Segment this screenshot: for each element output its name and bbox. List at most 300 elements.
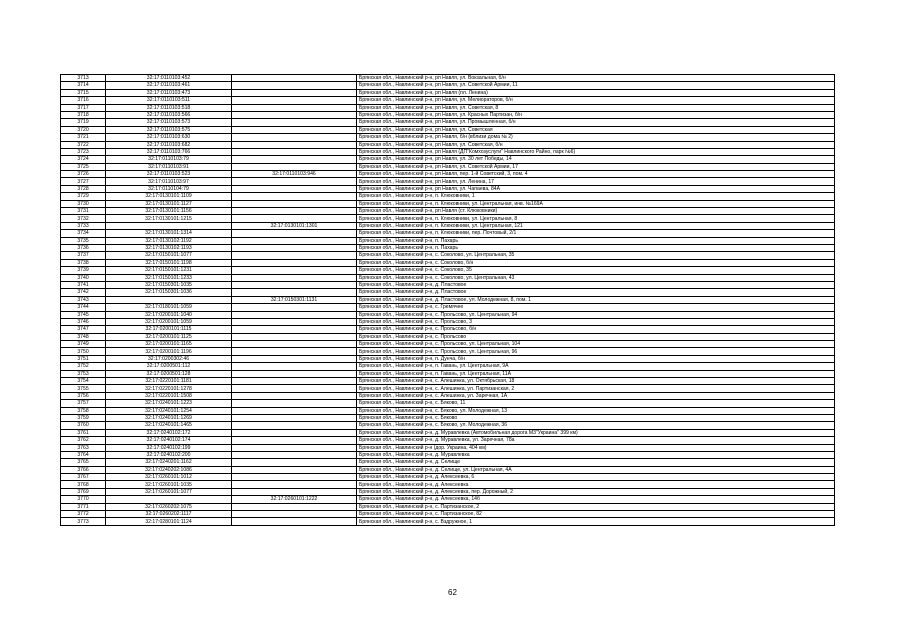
address-cell: Брянская обл., Навлинский р-н, с. Прольсово, 3	[357, 318, 835, 325]
related-number-cell	[232, 385, 357, 392]
cadastral-number-cell: 32:17:0150101:1231	[106, 267, 232, 274]
address-cell: Брянская обл., Навлинский р-н, рп Навля, ул. 30 лет Победы, 14	[357, 156, 835, 163]
address-cell: Брянская обл., Навлинский р-н, д. Муравлевка (Автомобильная дорога М3"Украина" 399 км)	[357, 429, 835, 436]
table-row	[61, 104, 835, 111]
table-row	[61, 97, 835, 104]
table-row	[61, 333, 835, 340]
related-number-cell	[232, 466, 357, 473]
cadastral-number-cell: 32:17:0130102:1192	[106, 237, 232, 244]
cadastral-number-cell: 32:17:0110103:573	[106, 119, 232, 126]
row-number-cell: 3767	[61, 474, 106, 481]
related-number-cell	[232, 141, 357, 148]
row-number-cell: 3764	[61, 451, 106, 458]
related-number-cell	[232, 400, 357, 407]
address-cell: Брянская обл., Навлинский р-н, д. Муравлевка, ул. Заречная, 78а	[357, 437, 835, 444]
row-number-cell: 3762	[61, 437, 106, 444]
cadastral-number-cell: 32:17:0110103:575	[106, 126, 232, 133]
related-number-cell	[232, 459, 357, 466]
table-row	[61, 488, 835, 495]
row-number-cell: 3761	[61, 429, 106, 436]
related-number-cell	[232, 148, 357, 155]
address-cell: Брянская обл., Навлинский р-н, д. Алексеевка, 14б	[357, 496, 835, 503]
related-number-cell	[232, 163, 357, 170]
related-number-cell	[232, 318, 357, 325]
row-number-cell: 3730	[61, 200, 106, 207]
row-number-cell: 3739	[61, 267, 106, 274]
row-number-cell: 3716	[61, 97, 106, 104]
address-cell: Брянская обл., Навлинский р-н, рп Навля, ул. Советская, б/н	[357, 141, 835, 148]
address-cell: Брянская обл., Навлинский р-н, с. Вздружное, 1	[357, 518, 835, 525]
cadastral-number-cell: 32:17:0240201:1162	[106, 459, 232, 466]
table-row	[61, 141, 835, 148]
row-number-cell: 3757	[61, 400, 106, 407]
table-row	[61, 370, 835, 377]
related-number-cell	[232, 326, 357, 333]
related-number-cell	[232, 511, 357, 518]
related-number-cell	[232, 126, 357, 133]
related-number-cell	[232, 134, 357, 141]
cadastral-number-cell: 32:17:0220101:1508	[106, 392, 232, 399]
address-cell: Брянская обл., Навлинский р-н, рп Навля, ул. Красных Партизан, б/н	[357, 111, 835, 118]
cadastral-number-cell: 32:17:0240102:199	[106, 444, 232, 451]
row-number-cell: 3760	[61, 422, 106, 429]
related-number-cell	[232, 252, 357, 259]
related-number-cell	[232, 363, 357, 370]
cadastral-number-cell: 32:17:0110103:518	[106, 104, 232, 111]
table-row	[61, 414, 835, 421]
cadastral-number-cell: 32:17:0150101:1077	[106, 252, 232, 259]
address-cell: Брянская обл., Навлинский р-н, п. Клюковники, ул. Центральная, инв. №169А	[357, 200, 835, 207]
address-cell: Брянская обл., Навлинский р-н, с. Соколово, ул. Центральная, 35	[357, 252, 835, 259]
address-cell: Брянская обл., Навлинский р-н, рп Навля, ул. Ленина, 17	[357, 178, 835, 185]
row-number-cell: 3725	[61, 163, 106, 170]
table-row	[61, 119, 835, 126]
related-number-cell	[232, 193, 357, 200]
related-number-cell: 32:17:0260101:1222	[232, 496, 357, 503]
row-number-cell: 3721	[61, 134, 106, 141]
cadastral-number-cell: 32:17:0240101:1223	[106, 400, 232, 407]
table-row	[61, 208, 835, 215]
table-row	[61, 422, 835, 429]
table-row	[61, 392, 835, 399]
cadastral-number-cell: 32:17:0130102:1193	[106, 244, 232, 251]
cadastral-number-cell: 32:17:0110103:630	[106, 134, 232, 141]
row-number-cell: 3735	[61, 237, 106, 244]
related-number-cell	[232, 281, 357, 288]
address-cell: Брянская обл., Навлинский р-н, рп Навля, б/н (вблизи дома № 2)	[357, 134, 835, 141]
related-number-cell	[232, 414, 357, 421]
cadastral-number-cell: 32:17:0240101:1465	[106, 422, 232, 429]
address-cell: Брянская обл., Навлинский р-н, п. Гавань, ул. Центральная, 11А	[357, 370, 835, 377]
related-number-cell	[232, 392, 357, 399]
cadastral-number-cell: 32:17:0260101:1012	[106, 474, 232, 481]
row-number-cell: 3749	[61, 341, 106, 348]
row-number-cell: 3728	[61, 185, 106, 192]
row-number-cell: 3723	[61, 148, 106, 155]
related-number-cell	[232, 215, 357, 222]
table-row	[61, 163, 835, 170]
address-cell: Брянская обл., Навлинский р-н, с. Партизанское, 2	[357, 503, 835, 510]
cadastral-number-cell: 32:17:0110103:473	[106, 89, 232, 96]
related-number-cell	[232, 518, 357, 525]
cadastral-number-cell: 32:17:0180101:1059	[106, 304, 232, 311]
table-body	[61, 75, 835, 526]
related-number-cell	[232, 451, 357, 458]
address-cell: Брянская обл., Навлинский р-н, п. Дунча, б/н	[357, 355, 835, 362]
table-row	[61, 304, 835, 311]
table-row	[61, 178, 835, 185]
table-row	[61, 148, 835, 155]
address-cell: Брянская обл., Навлинский р-н, д. Муравлевка	[357, 451, 835, 458]
cadastral-number-cell: 32:17:0260101:1035	[106, 481, 232, 488]
cadastral-number-cell: 32:17:0110103:566	[106, 111, 232, 118]
table-row	[61, 511, 835, 518]
row-number-cell: 3771	[61, 503, 106, 510]
row-number-cell: 3763	[61, 444, 106, 451]
table-row	[61, 274, 835, 281]
address-cell: Брянская обл., Навлинский р-н, с. Прольсово, ул. Центральная, 96	[357, 348, 835, 355]
related-number-cell	[232, 437, 357, 444]
address-cell: Брянская обл., Навлинский р-н, с. Прольсово, б/н	[357, 326, 835, 333]
address-cell: Брянская обл., Навлинский р-н, д. Алексеевка, 6	[357, 474, 835, 481]
cadastral-number-cell: 32:17:0110103:452	[106, 75, 232, 82]
address-cell: Брянская обл., Навлинский р-н, с. Бяково, ул. Молодежная, 36	[357, 422, 835, 429]
table-row	[61, 474, 835, 481]
cadastral-number-cell: 32:17:0150301:1035	[106, 281, 232, 288]
row-number-cell: 3758	[61, 407, 106, 414]
table-row	[61, 126, 835, 133]
address-cell: Брянская обл., Навлинский р-н (дор. Украина, 404 км)	[357, 444, 835, 451]
table-row	[61, 252, 835, 259]
table-row	[61, 171, 835, 178]
address-cell: Брянская обл., Навлинский р-н, рп Навля, пер. 1-й Советский, 3, пом. 4	[357, 171, 835, 178]
cadastral-number-cell: 32:17:0110103:97	[106, 178, 232, 185]
cadastral-number-cell: 32:17:0260202:1117	[106, 511, 232, 518]
cadastral-number-cell: 32:17:0200501:128	[106, 370, 232, 377]
cadastral-number-cell: 32:17:0200101:1059	[106, 318, 232, 325]
related-number-cell	[232, 481, 357, 488]
row-number-cell: 3738	[61, 259, 106, 266]
row-number-cell: 3741	[61, 281, 106, 288]
row-number-cell: 3746	[61, 318, 106, 325]
related-number-cell	[232, 200, 357, 207]
row-number-cell: 3737	[61, 252, 106, 259]
address-cell: Брянская обл., Навлинский р-н, с. Бяково	[357, 414, 835, 421]
row-number-cell: 3754	[61, 378, 106, 385]
cadastral-number-cell: 32:17:0240102:172	[106, 429, 232, 436]
address-cell: Брянская обл., Навлинский р-н, п. Пахарь	[357, 244, 835, 251]
related-number-cell	[232, 208, 357, 215]
related-number-cell	[232, 89, 357, 96]
cadastral-number-cell: 32:17:0260101:1077	[106, 488, 232, 495]
related-number-cell	[232, 348, 357, 355]
cadastral-number-cell: 32:17:0240102:174	[106, 437, 232, 444]
related-number-cell	[232, 304, 357, 311]
table-row	[61, 429, 835, 436]
cadastral-number-cell: 32:17:0200501:112	[106, 363, 232, 370]
address-cell: Брянская обл., Навлинский р-н, д. Пластовое	[357, 281, 835, 288]
cadastral-number-cell	[106, 496, 232, 503]
related-number-cell	[232, 503, 357, 510]
address-cell: Брянская обл., Навлинский р-н, с. Бяково, 11	[357, 400, 835, 407]
related-number-cell	[232, 341, 357, 348]
address-cell: Брянская обл., Навлинский р-н, с. Соколово, б/н	[357, 259, 835, 266]
related-number-cell	[232, 378, 357, 385]
address-cell: Брянская обл., Навлинский р-н, с. Бяково, ул. Молодежная, 13	[357, 407, 835, 414]
table-row	[61, 459, 835, 466]
cadastral-number-cell: 32:17:0260202:1075	[106, 503, 232, 510]
cadastral-number-cell: 32:17:0110103:682	[106, 141, 232, 148]
row-number-cell: 3765	[61, 459, 106, 466]
table-row	[61, 281, 835, 288]
row-number-cell: 3759	[61, 414, 106, 421]
table-row	[61, 407, 835, 414]
cadastral-number-cell	[106, 296, 232, 303]
cadastral-number-cell: 32:17:0200101:1040	[106, 311, 232, 318]
address-cell: Брянская обл., Навлинский р-н, с. Соколово, 35	[357, 267, 835, 274]
cadastral-number-cell: 32:17:0150301:1036	[106, 289, 232, 296]
row-number-cell: 3753	[61, 370, 106, 377]
cadastral-number-cell: 32:17:0280101:1124	[106, 518, 232, 525]
cadastral-number-cell: 32:17:0240101:1254	[106, 407, 232, 414]
table-row	[61, 244, 835, 251]
related-number-cell	[232, 104, 357, 111]
address-cell: Брянская обл., Навлинский р-н, рп Навля, ул. Советской Армии, 11	[357, 82, 835, 89]
related-number-cell	[232, 75, 357, 82]
related-number-cell	[232, 274, 357, 281]
table-row	[61, 111, 835, 118]
related-number-cell	[232, 119, 357, 126]
related-number-cell	[232, 97, 357, 104]
cadastral-number-cell: 32:17:0130101:1109	[106, 193, 232, 200]
related-number-cell	[232, 488, 357, 495]
row-number-cell: 3750	[61, 348, 106, 355]
related-number-cell	[232, 333, 357, 340]
address-cell: Брянская обл., Навлинский р-н, с. Прольсово, ул. Центральная, 104	[357, 341, 835, 348]
table-row	[61, 82, 835, 89]
table-row	[61, 363, 835, 370]
related-number-cell	[232, 185, 357, 192]
row-number-cell: 3769	[61, 488, 106, 495]
row-number-cell: 3724	[61, 156, 106, 163]
related-number-cell	[232, 422, 357, 429]
related-number-cell	[232, 289, 357, 296]
address-cell: Брянская обл., Навлинский р-н, рп Навля (ст. Клюковники)	[357, 208, 835, 215]
address-cell: Брянская обл., Навлинский р-н, д. Алексеевка	[357, 481, 835, 488]
row-number-cell: 3736	[61, 244, 106, 251]
row-number-cell: 3734	[61, 230, 106, 237]
row-number-cell: 3722	[61, 141, 106, 148]
table-row	[61, 326, 835, 333]
row-number-cell: 3713	[61, 75, 106, 82]
table-row	[61, 237, 835, 244]
row-number-cell: 3745	[61, 311, 106, 318]
related-number-cell	[232, 267, 357, 274]
related-number-cell	[232, 230, 357, 237]
related-number-cell	[232, 259, 357, 266]
related-number-cell: 32:17:0110103:946	[232, 171, 357, 178]
row-number-cell: 3752	[61, 363, 106, 370]
row-number-cell: 3772	[61, 511, 106, 518]
table-row	[61, 400, 835, 407]
address-cell: Брянская обл., Навлинский р-н, п. Гавань, ул. Центральная, 9А	[357, 363, 835, 370]
table-row	[61, 296, 835, 303]
cadastral-number-cell: 32:17:0200101:1125	[106, 333, 232, 340]
table-row	[61, 230, 835, 237]
row-number-cell: 3727	[61, 178, 106, 185]
related-number-cell	[232, 444, 357, 451]
row-number-cell: 3770	[61, 496, 106, 503]
row-number-cell: 3733	[61, 222, 106, 229]
cadastral-table	[60, 74, 835, 526]
cadastral-number-cell: 32:17:0110103:79	[106, 156, 232, 163]
row-number-cell: 3768	[61, 481, 106, 488]
related-number-cell	[232, 474, 357, 481]
row-number-cell: 3742	[61, 289, 106, 296]
document-page	[60, 74, 835, 526]
row-number-cell: 3732	[61, 215, 106, 222]
table-row	[61, 496, 835, 503]
related-number-cell	[232, 82, 357, 89]
address-cell: Брянская обл., Навлинский р-н, п. Клюковники, 1	[357, 193, 835, 200]
address-cell: Брянская обл., Навлинский р-н, рп Навля, ул. Вокзальная, б/н	[357, 75, 835, 82]
table-row	[61, 311, 835, 318]
address-cell: Брянская обл., Навлинский р-н, рп Навля, ул. Советская	[357, 126, 835, 133]
row-number-cell: 3729	[61, 193, 106, 200]
related-number-cell	[232, 407, 357, 414]
row-number-cell: 3743	[61, 296, 106, 303]
table-row	[61, 385, 835, 392]
page-number: 62	[448, 588, 457, 597]
related-number-cell	[232, 178, 357, 185]
row-number-cell: 3748	[61, 333, 106, 340]
related-number-cell	[232, 370, 357, 377]
related-number-cell	[232, 237, 357, 244]
related-number-cell: 32:17:0130101:1301	[232, 222, 357, 229]
address-cell: Брянская обл., Навлинский р-н, с. Алешинка, ул. Заречная, 1А	[357, 392, 835, 399]
cadastral-number-cell: 32:17:0110103:511	[106, 97, 232, 104]
address-cell: Брянская обл., Навлинский р-н, рп Навля, ул. Советской Армии, 17	[357, 163, 835, 170]
table-row	[61, 185, 835, 192]
cadastral-number-cell: 32:17:0240202:1086	[106, 466, 232, 473]
row-number-cell: 3720	[61, 126, 106, 133]
row-number-cell: 3740	[61, 274, 106, 281]
row-number-cell: 3719	[61, 119, 106, 126]
table-row	[61, 134, 835, 141]
address-cell: Брянская обл., Навлинский р-н, д. Алексеевка, пер. Дорожный, 2	[357, 488, 835, 495]
cadastral-number-cell: 32:17:0220101:1278	[106, 385, 232, 392]
address-cell: Брянская обл., Навлинский р-н, п. Пахарь	[357, 237, 835, 244]
address-cell: Брянская обл., Навлинский р-н, с. Прольсово	[357, 333, 835, 340]
address-cell: Брянская обл., Навлинский р-н, п. Клюковники, ул. Центральная, 121	[357, 222, 835, 229]
row-number-cell: 3744	[61, 304, 106, 311]
cadastral-number-cell	[106, 222, 232, 229]
cadastral-number-cell: 32:17:0110103:766	[106, 148, 232, 155]
address-cell: Брянская обл., Навлинский р-н, рп Навля (пл. Ленина)	[357, 89, 835, 96]
cadastral-number-cell: 32:17:0130101:1156	[106, 208, 232, 215]
cadastral-number-cell: 32:17:0150101:1198	[106, 259, 232, 266]
cadastral-number-cell: 32:17:0110103:91	[106, 163, 232, 170]
row-number-cell: 3726	[61, 171, 106, 178]
row-number-cell: 3751	[61, 355, 106, 362]
table-row	[61, 378, 835, 385]
table-row	[61, 267, 835, 274]
address-cell: Брянская обл., Навлинский р-н, рп Навля, ул. Промышленная, б/н	[357, 119, 835, 126]
cadastral-number-cell: 32:17:0110104:79	[106, 185, 232, 192]
cadastral-number-cell: 32:17:0200101:1165	[106, 341, 232, 348]
address-cell: Брянская обл., Навлинский р-н, с. Соколово, ул. Центральная, 43	[357, 274, 835, 281]
table-row	[61, 289, 835, 296]
row-number-cell: 3756	[61, 392, 106, 399]
cadastral-number-cell: 32:17:0240102:200	[106, 451, 232, 458]
cadastral-number-cell: 32:17:0110103:461	[106, 82, 232, 89]
related-number-cell	[232, 355, 357, 362]
row-number-cell: 3715	[61, 89, 106, 96]
table-row	[61, 451, 835, 458]
related-number-cell	[232, 311, 357, 318]
table-row	[61, 156, 835, 163]
row-number-cell: 3747	[61, 326, 106, 333]
table-row	[61, 193, 835, 200]
address-cell: Брянская обл., Навлинский р-н, с. Алешинка, ул. Октябрьская, 18	[357, 378, 835, 385]
address-cell: Брянская обл., Навлинский р-н, рп Навля (ДП"Комхозуслуги" Навлинского Райно, парк №6)	[357, 148, 835, 155]
related-number-cell	[232, 244, 357, 251]
cadastral-number-cell: 32:17:0130101:1127	[106, 200, 232, 207]
address-cell: Брянская обл., Навлинский р-н, д. Селище	[357, 459, 835, 466]
related-number-cell: 32:17:0150301:1131	[232, 296, 357, 303]
table-row	[61, 355, 835, 362]
row-number-cell: 3766	[61, 466, 106, 473]
cadastral-number-cell: 32:17:0130101:1215	[106, 215, 232, 222]
table-row	[61, 75, 835, 82]
address-cell: Брянская обл., Навлинский р-н, д. Пластовое, ул. Молодежная, 8, пом. 1	[357, 296, 835, 303]
cadastral-number-cell: 32:17:0200101:1196	[106, 348, 232, 355]
cadastral-number-cell: 32:17:0200302:46	[106, 355, 232, 362]
table-row	[61, 518, 835, 525]
address-cell: Брянская обл., Навлинский р-н, д. Пластовое	[357, 289, 835, 296]
table-row	[61, 200, 835, 207]
cadastral-number-cell: 32:17:0130101:1314	[106, 230, 232, 237]
cadastral-number-cell: 32:17:0220101:1181	[106, 378, 232, 385]
address-cell: Брянская обл., Навлинский р-н, с. Прольсово, ул. Центральная, 94	[357, 311, 835, 318]
related-number-cell	[232, 429, 357, 436]
cadastral-number-cell: 32:17:0200101:1115	[106, 326, 232, 333]
address-cell: Брянская обл., Навлинский р-н, с. Партизанское, 82	[357, 511, 835, 518]
address-cell: Брянская обл., Навлинский р-н, п. Клюковники, пер. Почтовый, 2/1	[357, 230, 835, 237]
related-number-cell	[232, 156, 357, 163]
row-number-cell: 3731	[61, 208, 106, 215]
row-number-cell: 3714	[61, 82, 106, 89]
table-row	[61, 215, 835, 222]
table-row	[61, 222, 835, 229]
table-row	[61, 437, 835, 444]
cadastral-number-cell: 32:17:0240101:1269	[106, 414, 232, 421]
address-cell: Брянская обл., Навлинский р-н, с. Гремячее	[357, 304, 835, 311]
address-cell: Брянская обл., Навлинский р-н, п. Клюковники, ул. Центральная, 8	[357, 215, 835, 222]
table-row	[61, 318, 835, 325]
row-number-cell: 3717	[61, 104, 106, 111]
address-cell: Брянская обл., Навлинский р-н, рп Навля, ул. Чапаева, 84А	[357, 185, 835, 192]
address-cell: Брянская обл., Навлинский р-н, д. Селище, ул. Центральная, 4А	[357, 466, 835, 473]
table-row	[61, 444, 835, 451]
row-number-cell: 3773	[61, 518, 106, 525]
address-cell: Брянская обл., Навлинский р-н, рп Навля, ул. Мелиораторов, б/н	[357, 97, 835, 104]
table-row	[61, 503, 835, 510]
table-row	[61, 466, 835, 473]
table-row	[61, 481, 835, 488]
row-number-cell: 3718	[61, 111, 106, 118]
table-row	[61, 259, 835, 266]
